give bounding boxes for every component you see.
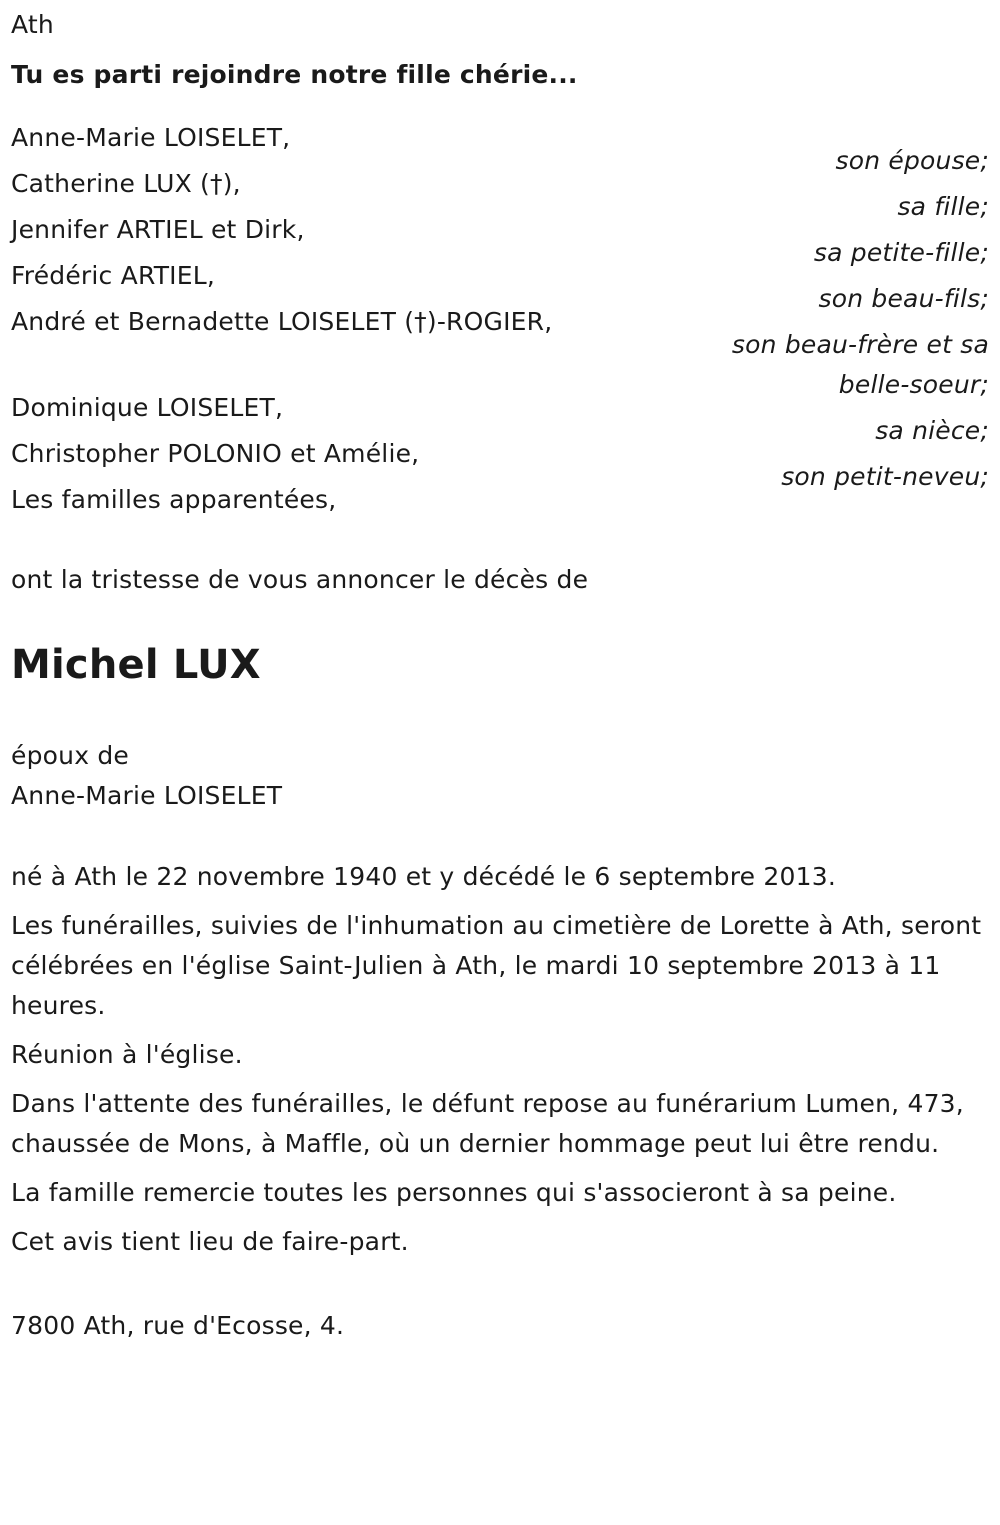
headline: Tu es parti rejoindre notre fille chérie...	[11, 60, 578, 89]
announcement: ont la tristesse de vous annoncer le décès de	[11, 565, 589, 594]
family-member-relation: son épouse;	[835, 146, 989, 175]
spouse-intro: époux de	[11, 741, 129, 770]
family-member-name: Frédéric ARTIEL,	[11, 261, 216, 290]
family-member-relation: son beau-fils;	[818, 284, 989, 313]
family-member-name: Les familles apparentées,	[11, 485, 337, 514]
meeting-text: Réunion à l'église.	[11, 1040, 243, 1069]
family-member-relation: son petit-neveu;	[781, 462, 989, 491]
deceased-name: Michel LUX	[11, 642, 261, 688]
funerarium-text: Dans l'attente des funérailles, le défunt repose au funérarium Lumen, 473, chaussée de Mons, à Maffle, où un dernier hommage peut lui être rendu.	[11, 1089, 964, 1158]
relation-line: son beau-frère et sa	[731, 330, 989, 359]
funeral-text: Les funérailles, suivies de l'inhumation au cimetière de Lorette à Ath, seront célébrées en l'église Saint-Julien à Ath, le mardi 10 septembre 2013 à 11 heures.	[11, 911, 982, 1020]
spouse-name: Anne-Marie LOISELET	[11, 781, 283, 810]
family-member-relation: sa nièce;	[875, 416, 989, 445]
family-member-name: Dominique LOISELET,	[11, 393, 284, 422]
address: 7800 Ath, rue d'Ecosse, 4.	[11, 1311, 345, 1340]
family-list	[11, 118, 989, 520]
family-member-name: Jennifer ARTIEL et Dirk,	[11, 215, 305, 244]
notice-text: Cet avis tient lieu de faire-part.	[11, 1227, 409, 1256]
birth-death-text: né à Ath le 22 novembre 1940 et y décédé le 6 septembre 2013.	[11, 862, 836, 891]
family-member-relation: sa petite-fille;	[813, 238, 989, 267]
family-member-name: André et Bernadette LOISELET (†)-ROGIER,	[11, 307, 553, 336]
relation-line: belle-soeur;	[838, 370, 989, 399]
family-member-name: Catherine LUX (†),	[11, 169, 241, 198]
family-member-name: Anne-Marie LOISELET,	[11, 123, 291, 152]
funeral-details	[11, 857, 989, 1262]
thanks-text: La famille remercie toutes les personnes qui s'associeront à sa peine.	[11, 1178, 897, 1207]
spouse-block	[11, 736, 989, 816]
family-member-name: Christopher POLONIO et Amélie,	[11, 439, 420, 468]
place-heading: Ath	[11, 10, 54, 39]
family-member-relation: sa fille;	[897, 192, 989, 221]
